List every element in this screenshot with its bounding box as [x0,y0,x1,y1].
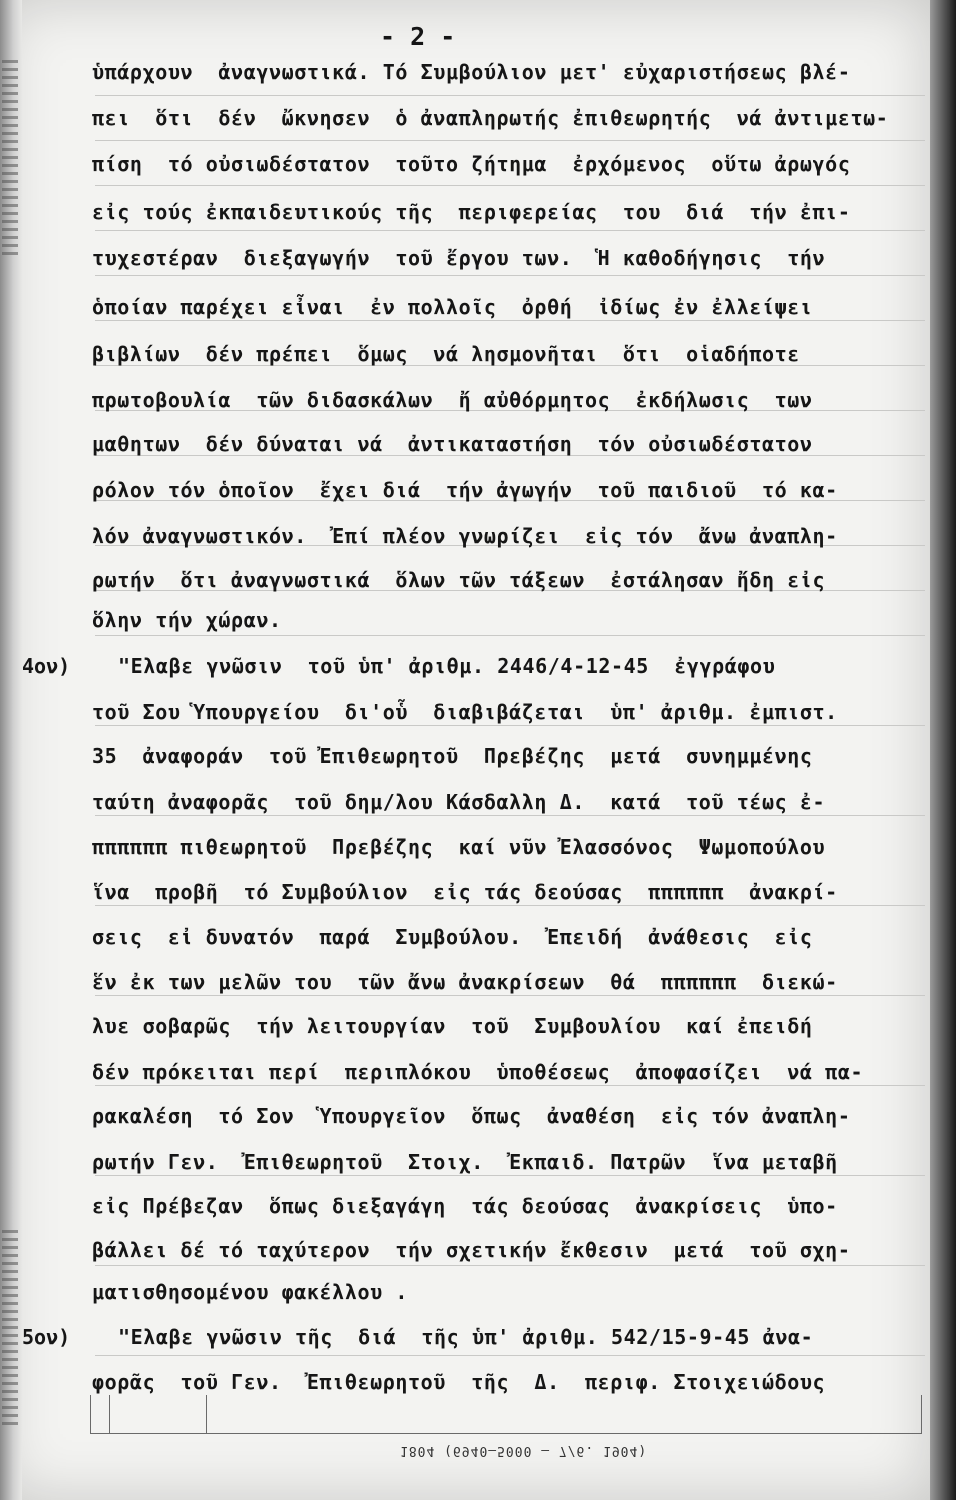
text-line: λόν ἀναγνωστικόν. Ἐπί πλέον γνωρίζει εἰς τόν ἄνω ἀναπλη- [92,524,838,548]
ruled-line [95,1355,925,1356]
text-line: δέν πρόκειται περί περιπλόκου ὑποθέσεως ἀποφασίζει νά πα- [92,1060,864,1084]
form-rule-box [90,1395,922,1434]
text-line: ρωτήν ὅτι ἀναγνωστικά ὅλων τῶν τάξεων ἐστάλησαν ἤδη εἰς [92,568,826,592]
printer-imprint: 1804 (6940—5000 — 7/6. 1904) [400,1443,648,1458]
text-line: ὑπάρχουν ἀναγνωστικά. Τό Συμβούλιον μετ' εὐχαριστήσεως βλέ- [92,60,851,84]
text-line: ὅλην τήν χώραν. [92,608,282,632]
text-line: τυχεστέραν διεξαγωγήν τοῦ ἔργου των. Ἡ καθοδήγησις τήν [92,246,826,270]
ruled-line [95,320,925,321]
text-line: "Ελαβε γνῶσιν τοῦ ὑπ' ἀριθμ. 2446/4-12-45 ἐγγράφου [118,654,776,678]
ruled-line [95,230,925,231]
text-line: ρόλον τόν ὁποῖον ἔχει διά τήν ἀγωγήν τοῦ παιδιοῦ τό κα- [92,478,838,502]
ruled-line [95,995,925,996]
ruled-line [95,905,925,906]
text-line: ὁποίαν παρέχει εἶναι ἐν πολλοῖς ὀρθή ἰδίως ἐν ἐλλείψει [92,295,813,319]
ruled-line [95,275,925,276]
ruled-line [95,1265,925,1266]
form-rule-separator [206,1395,207,1433]
text-line: βάλλει δέ τό ταχύτερον τήν σχετικήν ἔκθεσιν μετά τοῦ σχη- [92,1238,851,1262]
scan-edge [930,0,956,1500]
text-line: φορᾶς τοῦ Γεν. Ἐπιθεωρητοῦ τῆς Δ. περιφ. Στοιχειώδους [92,1370,826,1394]
text-line: πρωτοβουλία τῶν διδασκάλων ἤ αὐθόρμητος ἐκδήλωσις των [92,388,813,412]
text-line: εἰς Πρέβεζαν ὅπως διεξαγάγη τάς δεούσας ἀνακρίσεις ὑπο- [92,1194,838,1218]
text-line: βιβλίων δέν πρέπει ὅμως νά λησμονῆται ὅτι οἱαδήποτε [92,342,800,366]
text-line: ππππππ πιθεωρητοῦ Πρεβέζης καί νῦν Ἐλασσόνος Ψωμοπούλου [92,835,826,859]
text-line: ρακαλέση τό Σον Ὑπουργεῖον ὅπως ἀναθέση εἰς τόν ἀναπλη- [92,1104,851,1128]
text-line: ἵνα προβῆ τό Συμβούλιον εἰς τάς δεούσας ππππππ ἀνακρί- [92,880,838,904]
text-line: λυε σοβαρῶς τήν λειτουργίαν τοῦ Συμβουλίου καί ἐπειδή [92,1014,813,1038]
text-line: σεις εἰ δυνατόν παρά Συμβούλου. Ἐπειδή ἀνάθεσις εἰς [92,925,813,949]
ruled-line [95,140,925,141]
side-stamp-top [2,60,18,260]
text-line: "Ελαβε γνῶσιν τῆς διά τῆς ὑπ' ἀριθμ. 542/15-9-45 ἀνα- [118,1325,814,1349]
ruled-line [95,185,925,186]
text-line: εἰς τούς ἐκπαιδευτικούς τῆς περιφερείας του διά τήν ἐπι- [92,200,851,224]
text-line: ταύτη ἀναφορᾶς τοῦ δημ/λου Κάσδαλλη Δ. κατά τοῦ τέως ἐ- [92,790,826,814]
text-line: ρωτήν Γεν. Ἐπιθεωρητοῦ Στοιχ. Ἐκπαιδ. Πατρῶν ἵνα μεταβῆ [92,1150,838,1174]
text-line: τοῦ Σου Ὑπουργείου δι'οὗ διαβιβάζεται ὑπ' ἀριθμ. ἐμπιστ. [92,700,838,724]
ruled-line [95,1175,925,1176]
form-rule-separator [109,1395,110,1433]
side-stamp-bottom [2,1230,18,1430]
item-number-label: 4ον) [22,654,71,678]
ruled-line [95,725,925,726]
ruled-line [95,635,925,636]
text-line: 35 ἀναφοράν τοῦ Ἐπιθεωρητοῦ Πρεβέζης μετά συνημμένης [92,744,813,768]
text-line: πίση τό οὐσιωδέστατον τοῦτο ζήτημα ἐρχόμενος οὕτω ἀρωγός [92,152,851,176]
ruled-line [95,1085,925,1086]
text-line: πει ὅτι δέν ὤκνησεν ὁ ἀναπληρωτής ἐπιθεωρητής νά ἀντιμετω- [92,106,889,130]
text-line: ματισθησομένου φακέλλου . [92,1280,409,1304]
page-number: - 2 - [380,22,456,51]
text-line: ἕν ἐκ των μελῶν του τῶν ἄνω ἀνακρίσεων θά ππππππ διεκώ- [92,970,838,994]
ruled-line [95,815,925,816]
ruled-line [95,95,925,96]
item-number-label: 5ον) [22,1325,71,1349]
text-line: μαθητων δέν δύναται νά ἀντικαταστήση τόν οὐσιωδέστατον [92,432,813,456]
